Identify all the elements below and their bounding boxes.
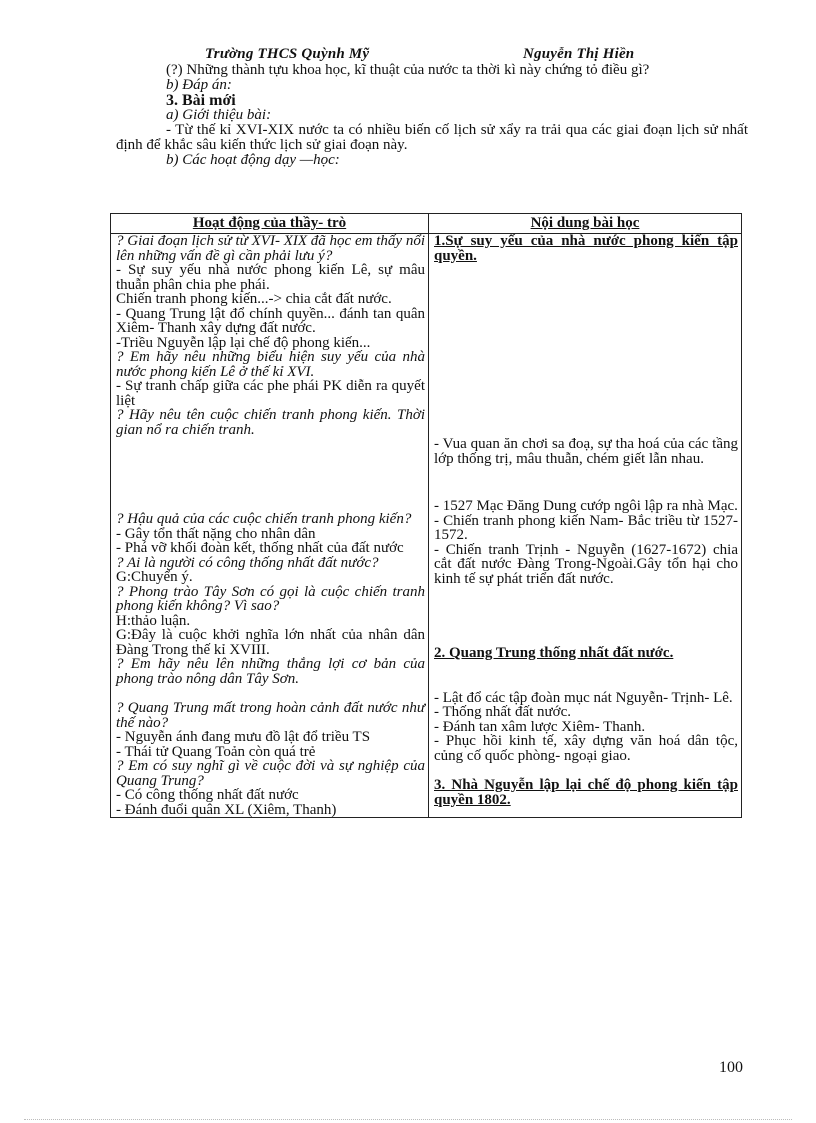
left-item: ? Ai là người có công thống nhất đất nước? (116, 554, 379, 571)
right-item: - Chiến tranh Trịnh - Nguyễn (1627-1672) chia cắt đất nước Đàng Trong-Ngoài.Gây tổn hại cho kinh tế sự phát triển đất nước. (434, 541, 738, 587)
left-column (111, 234, 429, 818)
left-item: - Có công thống nhất đất nước (116, 787, 299, 803)
left-item: ? Em hãy nêu lên những thắng lợi cơ bản của phong trào nông dân Tây Sơn. (116, 656, 425, 687)
left-item: - Sự tranh chấp giữa các phe phái PK diễn ra quyết liệt (116, 378, 425, 409)
header-teacher: Nguyễn Thị Hiền (523, 46, 635, 62)
left-item: ? Em có suy nghĩ gì về cuộc đời và sự nghiệp của Quang Trung? (116, 758, 425, 789)
left-item: ? Hậu quả của các cuộc chiến tranh phong kiến? (116, 511, 412, 527)
page-number: 100 (719, 1059, 743, 1076)
right-item: - 1527 Mạc Đăng Dung cướp ngôi lập ra nhà Mạc. (434, 498, 738, 514)
lesson-table (110, 213, 742, 818)
right-column (429, 234, 742, 818)
left-item: - Nguyễn ánh đang mưu đồ lật đổ triều TS (116, 729, 371, 745)
left-item: Chiến tranh phong kiến...-> chia cắt đất nước. (116, 291, 392, 307)
right-item: - Thống nhất đất nước. (434, 704, 572, 720)
intro-label: a) Giới thiệu bài: (166, 107, 272, 123)
left-item: ? Giai đoạn lịch sử từ XVI- XIX đã học em thấy nổi lên những vấn đề gì cần phải lưu ý? (116, 233, 425, 264)
activities-label: b) Các hoạt động dạy —học: (166, 152, 340, 168)
intro-block (116, 63, 748, 168)
col2-header: Nội dung bài học (429, 214, 742, 234)
left-item: -Triều Nguyễn lập lại chế độ phong kiến... (116, 334, 371, 351)
left-item: - Phá vỡ khối đoàn kết, thống nhất của đất nước (116, 540, 404, 556)
left-item: - Sự suy yếu nhà nước phong kiến Lê, sự mâu thuẫn phân chia phe phái. (116, 262, 425, 293)
left-item: - Gây tổn thất nặng cho nhân dân (116, 525, 316, 542)
right-heading: 2. Quang Trung thống nhất đất nước. (434, 645, 674, 661)
header-school: Trường THCS Quỳnh Mỹ (205, 46, 370, 62)
left-item: - Đánh đuổi quân XL (Xiêm, Thanh) (116, 801, 337, 818)
intro-question: (?) Những thành tựu khoa học, kĩ thuật của nước ta thời kì này chứng tỏ điều gì? (166, 62, 650, 78)
left-item: ? Quang Trung mất trong hoàn cảnh đất nước như thế nào? (116, 700, 425, 731)
right-item: - Đánh tan xâm lược Xiêm- Thanh. (434, 718, 646, 735)
left-item: G:Chuyển ý. (116, 569, 193, 585)
left-item: G:Đây là cuộc khởi nghĩa lớn nhất của nhân dân Đàng Trong thế kỉ XVIII. (116, 627, 425, 658)
right-heading: 1.Sự suy yếu của nhà nước phong kiến tập quyền. (434, 233, 738, 264)
left-item: H:thảo luận. (116, 612, 191, 629)
left-item: ? Hãy nêu tên cuộc chiến tranh phong kiến. Thời gian nổ ra chiến tranh. (116, 407, 425, 438)
left-item: ? Phong trào Tây Sơn có gọi là cuộc chiến tranh phong kiến không? Vì sao? (116, 583, 425, 614)
page-bottom-divider (24, 1119, 792, 1120)
right-item: - Lật đổ các tập đoàn mục nát Nguyễn- Trịnh- Lê. (434, 689, 733, 706)
left-item: - Thái tử Quang Toản còn quá trẻ (116, 743, 316, 760)
right-item: - Vua quan ăn chơi sa đoạ, sự tha hoá của các tầng lớp thống trị, mâu thuẫn, chém giết lẫn nhau. (434, 436, 738, 467)
left-item: ? Em hãy nêu những biểu hiện suy yếu của nhà nước phong kiến Lê ở thế kỉ XVI. (116, 349, 425, 380)
col1-header: Hoạt động của thầy- trò (111, 214, 429, 234)
answer-label: b) Đáp án: (166, 77, 232, 93)
right-item: - Phục hồi kinh tế, xây dựng văn hoá dân tộc, củng cố quốc phòng- ngoại giao. (434, 733, 738, 764)
intro-text: - Từ thế kỉ XVI-XIX nước ta có nhiều biến cố lịch sử xẩy ra trải qua các giai đoạn lịch sử nhất định để khắc sâu kiến thức lịch sử giai đoạn này. (116, 122, 748, 153)
right-item: - Chiến tranh phong kiến Nam- Bắc triều từ 1527-1572. (434, 512, 738, 543)
right-heading: 3. Nhà Nguyễn lập lại chế độ phong kiến tập quyền 1802. (434, 777, 738, 808)
section-title: 3. Bài mới (166, 92, 236, 109)
left-item: - Quang Trung lật đổ chính quyền... đánh tan quân Xiêm- Thanh xây dựng đất nước. (116, 305, 425, 336)
